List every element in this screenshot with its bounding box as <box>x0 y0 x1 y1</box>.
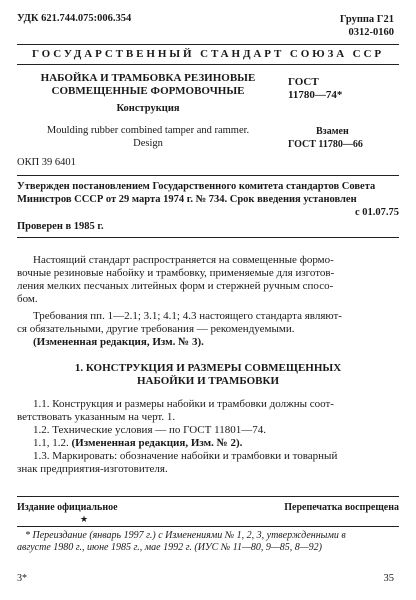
item-1-1-line2: ветствовать указанным на черт. 1. <box>17 411 176 423</box>
item-edit-note <box>17 437 399 450</box>
gost-number-block <box>288 76 342 102</box>
official-edition: Издание официальное <box>17 502 118 513</box>
intro-line2: вочные резиновые набойку и трамбовку, применяемые для изготов- <box>17 267 335 279</box>
item-1-1-line1: 1.1. Конструкция и размеры набойки и трамбовки должны соот- <box>33 398 334 410</box>
section1-heading-line1: 1. КОНСТРУКЦИЯ И РАЗМЕРЫ СОВМЕЩЕННЫХ <box>74 362 342 374</box>
title-line2: СОВМЕЩЕННЫЕ ФОРМОВОЧНЫЕ <box>51 85 245 97</box>
note-rule <box>17 526 399 527</box>
group-code <box>340 13 394 39</box>
item-edit-prefix: 1.1, 1.2. <box>33 437 69 449</box>
requirements-paragraph <box>17 310 399 349</box>
document-subtitle: Конструкция <box>116 103 180 114</box>
replaces-value: ГОСТ 11780—66 <box>288 139 363 150</box>
intro-line3: ления мелких песчаных литейных форм и стержней ручным спосо- <box>17 280 334 292</box>
replaces-label: Взамен <box>316 126 349 137</box>
page-mark-left: 3* <box>17 573 27 584</box>
okp-code: ОКП 39 6401 <box>17 157 76 168</box>
approval-line2: Министров СССР от 29 марта 1974 г. № 734. Срок введения установлен <box>17 194 357 205</box>
english-title <box>17 124 279 150</box>
gost-number: 11780—74* <box>288 89 343 101</box>
approval-line1: Утвержден постановлением Государственного комитета стандартов Совета <box>17 181 376 192</box>
english-title-line1: Moulding rubber combined tamper and rammer. <box>46 125 250 136</box>
intro-line1: Настоящий стандарт распространяется на совмещенные формо- <box>33 254 334 266</box>
group-line1: Группа Г21 <box>339 14 394 25</box>
reprint-prohibited: Перепечатка воспрещена <box>284 502 399 513</box>
okp-rule <box>17 175 399 176</box>
approval-line3: с 01.07.75 <box>354 207 399 218</box>
requirements-edit-note: (Измененная редакция, Изм. № 3). <box>33 336 204 348</box>
item-edit-text: (Измененная редакция, Изм. № 2). <box>71 437 243 449</box>
section1-heading <box>17 362 399 388</box>
checked-year: Проверен в 1985 г. <box>17 221 104 232</box>
footer-star: ★ <box>80 514 89 524</box>
reissue-note-line1: * Переиздание (январь 1997 г.) с Изменениями № 1, 2, 3, утвержденными в <box>25 530 346 541</box>
reissue-note <box>17 530 399 554</box>
gost-label: ГОСТ <box>288 76 319 88</box>
approval-rule <box>17 237 399 238</box>
page-number: 35 <box>383 573 394 584</box>
section1-text <box>17 398 399 476</box>
intro-line4: бом. <box>17 293 38 305</box>
requirements-line1: Требования пп. 1—2.1; 3.1; 4.1; 4.3 настоящего стандарта являют- <box>33 310 342 322</box>
item-1-3-line2: знак предприятия-изготовителя. <box>17 463 168 475</box>
footer-rule <box>17 496 399 497</box>
intro-paragraph <box>17 254 399 306</box>
title-line1: НАБОЙКА И ТРАМБОВКА РЕЗИНОВЫЕ <box>40 72 256 84</box>
english-title-line2: Design <box>133 138 163 149</box>
header-bottom-rule <box>17 64 399 65</box>
requirements-line2: ся обязательными, другие требования — рекомендуемыми. <box>17 323 295 335</box>
header-top-rule <box>17 44 399 45</box>
reissue-note-line2: августе 1980 г., июне 1985 г., мае 1992 г. (ИУС № 11—80, 9—85, 8—92) <box>17 542 322 553</box>
footer-edition-row <box>17 502 399 513</box>
group-line2: 0312-0160 <box>348 27 394 38</box>
item-1-3-line1: 1.3. Маркировать: обозначение набойки и трамбовки и товарный <box>33 450 338 462</box>
section1-heading-line2: НАБОЙКИ И ТРАМБОВКИ <box>137 375 279 387</box>
replaces-block <box>288 125 363 151</box>
document-title <box>17 72 279 98</box>
item-1-2: 1.2. Технические условия — по ГОСТ 11801—74. <box>33 424 266 436</box>
state-standard-banner: ГОСУДАРСТВЕННЫЙ СТАНДАРТ СОЮЗА ССР <box>32 48 384 60</box>
udk-code: УДК 621.744.075:006.354 <box>17 13 132 24</box>
approval-text <box>17 180 399 219</box>
